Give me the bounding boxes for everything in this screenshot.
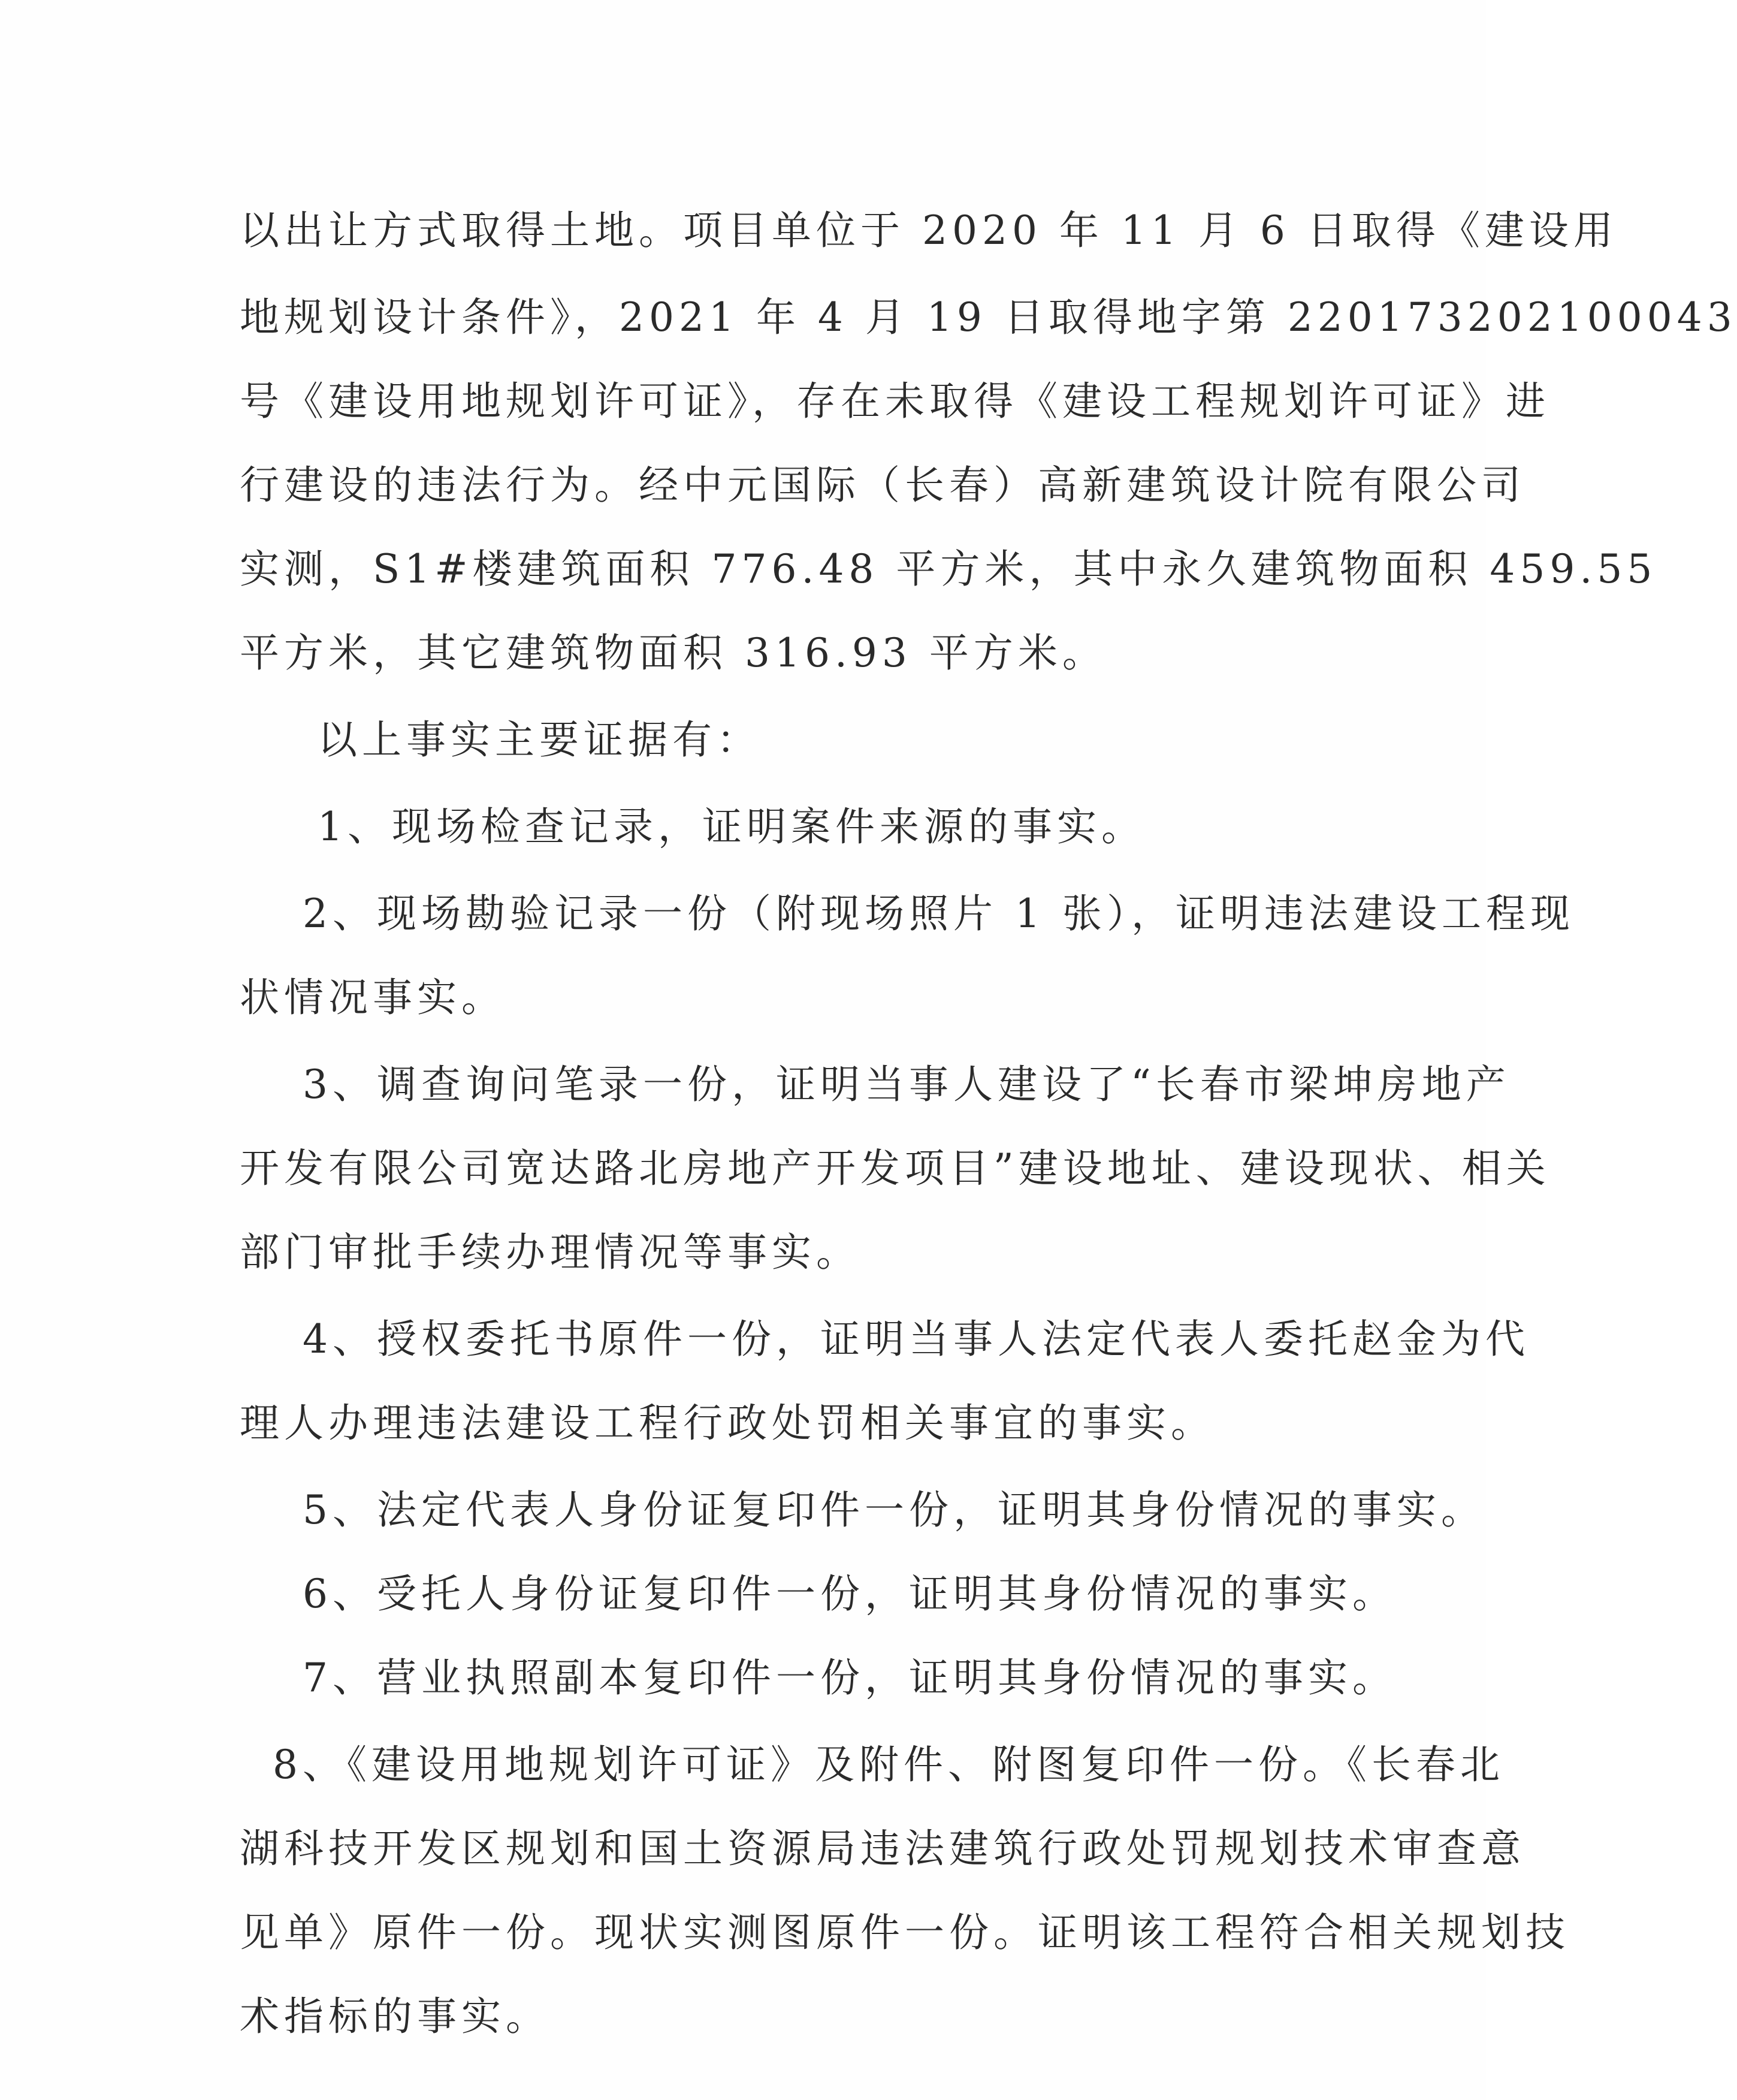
intro-line-5: 实测，S1#楼建筑面积 776.48 平方米，其中永久建筑物面积 459.55 bbox=[240, 546, 1657, 592]
evidence-item-2-line-1: 2、现场勘验记录一份（附现场照片 1 张），证明违法建设工程现 bbox=[303, 891, 1575, 937]
evidence-item-7: 7、营业执照副本复印件一份，证明其身份情况的事实。 bbox=[303, 1655, 1397, 1701]
evidence-item-3-line-2: 开发有限公司宽达路北房地产开发项目”建设地址、建设现状、相关 bbox=[240, 1145, 1551, 1191]
evidence-item-6: 6、受托人身份证复印件一份，证明其身份情况的事实。 bbox=[303, 1571, 1397, 1617]
evidence-heading: 以上事实主要证据有： bbox=[318, 717, 761, 763]
evidence-item-8-line-2: 湖科技开发区规划和国土资源局违法建筑行政处罚规划技术审查意 bbox=[240, 1826, 1525, 1872]
evidence-item-3-line-1: 3、调查询问笔录一份，证明当事人建设了“长春市梁坤房地产 bbox=[303, 1061, 1511, 1108]
evidence-item-2-line-2: 状情况事实。 bbox=[240, 974, 506, 1021]
evidence-item-1: 1、现场检查记录，证明案件来源的事实。 bbox=[318, 804, 1146, 850]
intro-line-1: 以出让方式取得土地。项目单位于 2020 年 11 月 6 日取得《建设用 bbox=[240, 207, 1618, 254]
evidence-item-5: 5、法定代表人身份证复印件一份，证明其身份情况的事实。 bbox=[303, 1487, 1485, 1533]
intro-line-6: 平方米，其它建筑物面积 316.93 平方米。 bbox=[240, 630, 1107, 676]
evidence-item-4-line-2: 理人办理违法建设工程行政处罚相关事宜的事实。 bbox=[240, 1400, 1215, 1446]
evidence-item-4-line-1: 4、授权委托书原件一份，证明当事人法定代表人委托赵金为代 bbox=[303, 1316, 1530, 1362]
evidence-item-8-line-4: 术指标的事实。 bbox=[240, 1993, 550, 2039]
evidence-item-3-line-3: 部门审批手续办理情况等事实。 bbox=[240, 1229, 860, 1275]
evidence-item-8-line-3: 见单》原件一份。现状实测图原件一份。证明该工程符合相关规划技 bbox=[240, 1909, 1570, 1956]
intro-line-3: 号《建设用地规划许可证》，存在未取得《建设工程规划许可证》进 bbox=[240, 378, 1550, 424]
intro-line-2: 地规划设计条件》，2021 年 4 月 19 日取得地字第 220173202100043 bbox=[240, 294, 1737, 340]
intro-line-4: 行建设的违法行为。经中元国际（长春）高新建筑设计院有限公司 bbox=[240, 462, 1525, 508]
evidence-item-8-line-1: 8、《建设用地规划许可证》及附件、附图复印件一份。《长春北 bbox=[273, 1742, 1505, 1788]
